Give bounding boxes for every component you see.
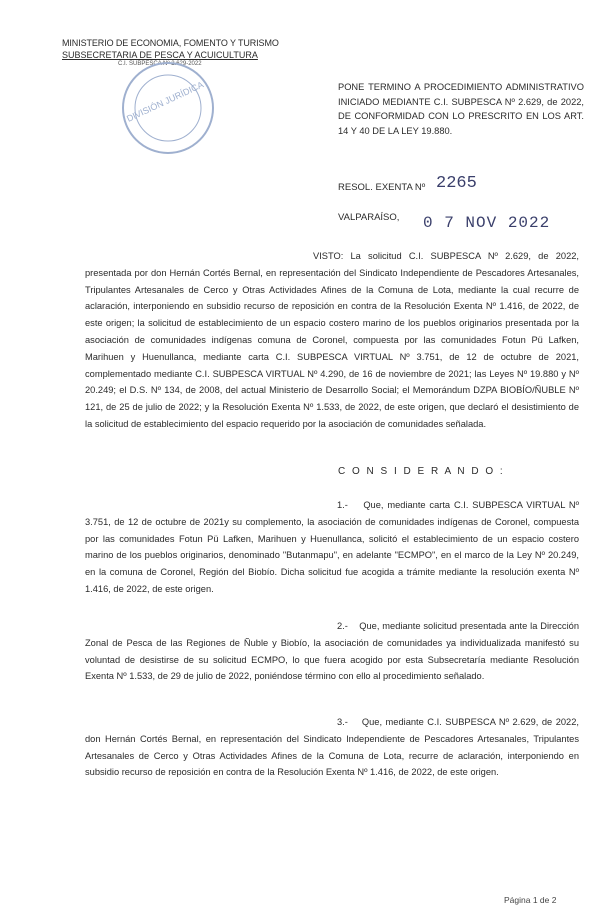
- stamp-text: DIVISIÓN JURÍDICA: [125, 79, 206, 124]
- item-text: Que, mediante solicitud presentada ante la Dirección Zonal de Pesca de las Regiones de Ñuble y Biobío, la asociación de comunidades ya individualizada manifestó su voluntad de desistirse de su solicitud ECMPO, lo que fuera acogido por esta Subsecretaría mediante Resolución Exenta Nº 1.533, de 29 de julio de 2022, poniéndose término con ello al procedimiento señalado.: [85, 621, 579, 682]
- place-label: VALPARAÍSO,: [338, 212, 400, 223]
- considerando-item: [85, 497, 579, 598]
- division-juridica-stamp: [122, 62, 214, 154]
- item-text: Que, mediante C.I. SUBPESCA Nº 2.629, de 2022, don Hernán Cortés Bernal, en representación del Sindicato Independiente de Pescadores Artesanales, Tripulantes Artesanales de Cerco y Otras Actividades Afines de la Comuna de Lota, recurre de aclaración, interponiendo en subsidio recurso de reposición en contra de la Resolución Exenta Nº 1.416, de 2022, de este origen.: [85, 717, 579, 778]
- ministry-name: MINISTERIO DE ECONOMIA, FOMENTO Y TURISMO: [62, 38, 279, 48]
- considerando-item: [85, 714, 579, 781]
- date-stamp: 0 7 NOV 2022: [423, 214, 551, 232]
- considerando-item: [85, 618, 579, 685]
- resolution-subject: PONE TERMINO A PROCEDIMIENTO ADMINISTRATIVO INICIADO MEDIANTE C.I. SUBPESCA Nº 2.629, de 2022, DE CONFORMIDAD CON LO PRESCRITO EN LOS ART. 14 Y 40 DE LA LEY 19.880.: [338, 82, 584, 136]
- item-text: Que, mediante carta C.I. SUBPESCA VIRTUAL Nº 3.751, de 12 de octubre de 2021y su complemento, la asociación de comunidades indígenas de Coronel, compuesta por las comunidades Fotun Pü Lafken, Marihuen y Huenullanca, solicitó el establecimiento de un espacio costero marino de los pueblos originarios, denominado "Butanmapu", en adelante "ECMPO", en el marco de la Ley Nº 20.249, en la comuna de Coronel, Región del Biobío. Dicha solicitud fue acogida a trámite mediante la resolución exenta Nº 1.416, de 2022, de este origen.: [85, 500, 579, 594]
- considerando-heading: C O N S I D E R A N D O :: [338, 466, 505, 477]
- resolution-label: RESOL. EXENTA Nº: [338, 182, 426, 193]
- visto-lead: VISTO:: [313, 251, 344, 261]
- visto-text: La solicitud C.I. SUBPESCA Nº 2.629, de 2022, presentada por don Hernán Cortés Bernal, en representación del Sindicato Independiente de Pescadores Artesanales, Tripulantes Artesanales de Cerco y Otras Actividades Afines de la Comuna de Lota, mediante la cual recurre de aclaración, interponiendo en subsidio recurso de reposición en contra de la Resolución Exenta Nº 1.416, de 2022, de este origen; la solicitud de establecimiento de un espacio costero marino de los pueblos originarios presentada por la asociación de comunidades indígenas comuna de Coronel, compuesta por las comunidades Fotun Pü Lafken, Marihuen y Huenullanca, mediante carta C.I. SUBPESCA VIRTUAL Nº 3.751, de 12 de octubre de 2021, complementado mediante C.I. SUBPESCA VIRTUAL Nº 4.290, de 16 de noviembre de 2021; las Leyes Nº 19.880 y Nº 20.249; el D.S. Nº 134, de 2008, del actual Ministerio de Desarrollo Social; el Memorándum DZPA BIOBÍO/ÑUBLE Nº 121, de 25 de julio de 2022; y la Resolución Exenta Nº 1.533, de 2022, de este origen, que declaró el desistimiento de la solicitud de establecimiento del espacio requerido por la asociación de comunidades señalada.: [85, 251, 579, 429]
- page-number: Página 1 de 2: [504, 895, 557, 905]
- subsecretaria-name: SUBSECRETARIA DE PESCA Y ACUICULTURA: [62, 50, 258, 60]
- item-number: 2.-: [337, 621, 348, 631]
- item-number: 3.-: [337, 717, 348, 727]
- visto-paragraph: [85, 248, 579, 433]
- item-number: 1.-: [337, 500, 348, 510]
- resolution-number: 2265: [436, 174, 477, 193]
- reference-code: C.I. SUBPESCA Nº 2.629-2022: [118, 61, 202, 67]
- stamp-seal-icon: [124, 64, 212, 152]
